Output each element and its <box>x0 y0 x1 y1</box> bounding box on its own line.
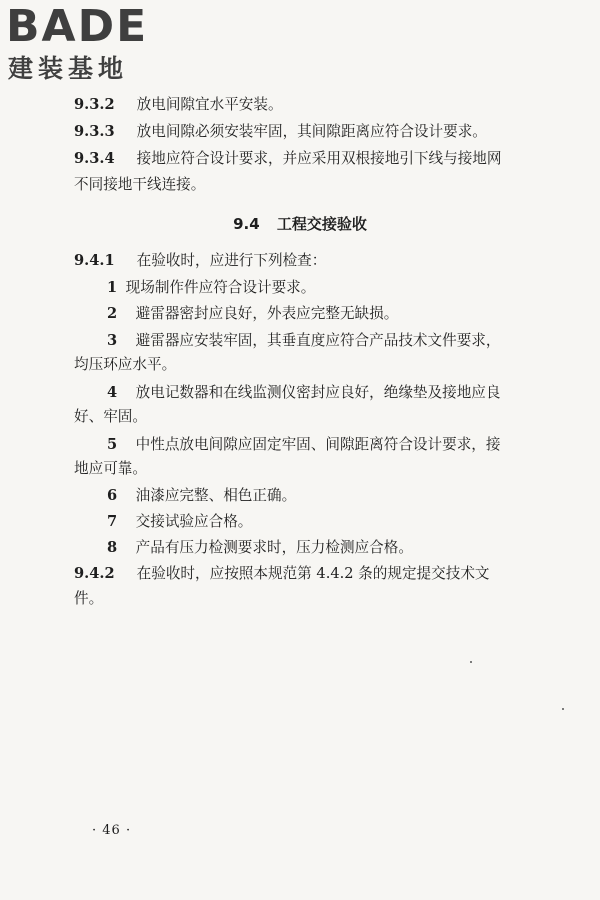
clause-text: 在验收时，应进行下列检查： <box>136 252 327 269</box>
item-text: 产品有压力检测要求时，压力检测应合格。 <box>135 539 413 556</box>
logo-wordmark: BADE <box>6 1 149 52</box>
section-heading <box>0 213 600 235</box>
clause-number: 9.3.4 <box>74 150 115 167</box>
section-number: 9.4 <box>233 215 260 233</box>
item-text: 油漆应完整、相色正确。 <box>135 487 297 504</box>
list-item <box>107 485 587 507</box>
clause-continuation: 不同接地干线连接。 <box>74 176 206 193</box>
item-number: 7 <box>107 513 118 530</box>
item-continuation: 地应可靠。 <box>74 460 147 477</box>
scan-speck <box>470 661 472 663</box>
item-text: 交接试验应合格。 <box>135 513 253 530</box>
scan-speck <box>562 708 564 710</box>
clause-number: 9.4.1 <box>74 252 115 269</box>
bade-logo <box>6 1 176 86</box>
logo-subtitle: 建装基地 <box>8 54 129 83</box>
list-item <box>107 330 587 352</box>
clause-continuation: 件。 <box>74 590 104 607</box>
clause-text: 在验收时，应按照本规范第 4.4.2 条的规定提交技术文 <box>136 565 490 582</box>
item-text: 避雷器应安装牢固，其垂直度应符合产品技术文件要求， <box>135 332 501 349</box>
clause-number: 9.3.3 <box>74 123 115 140</box>
item-number: 1 <box>107 279 118 296</box>
item-text: 中性点放电间隙应固定牢固、间隙距离符合设计要求，接 <box>135 436 501 453</box>
item-number: 4 <box>107 384 118 401</box>
item-number: 8 <box>107 539 118 556</box>
item-continuation: 均压环应水平。 <box>74 356 177 373</box>
item-continuation: 好、牢固。 <box>74 408 147 425</box>
list-item <box>107 434 587 456</box>
list-item <box>107 303 587 325</box>
item-number: 2 <box>107 305 118 322</box>
clause-9-3-2 <box>74 94 554 116</box>
list-item <box>107 277 587 299</box>
list-item <box>107 511 587 533</box>
clause-9-3-3 <box>74 121 554 143</box>
section-title: 工程交接验收 <box>276 215 367 233</box>
clause-9-3-4 <box>74 148 554 170</box>
list-item <box>107 537 587 559</box>
item-text: 现场制作件应符合设计要求。 <box>125 279 316 296</box>
clause-text: 放电间隙宜水平安装。 <box>136 96 283 113</box>
item-text: 放电记数器和在线监测仪密封应良好，绝缘垫及接地应良 <box>135 384 501 401</box>
page-number: · 46 · <box>92 823 132 838</box>
clause-number: 9.4.2 <box>74 565 115 582</box>
clause-text: 接地应符合设计要求，并应采用双根接地引下线与接地网 <box>136 150 502 167</box>
item-number: 5 <box>107 436 118 453</box>
item-number: 6 <box>107 487 118 504</box>
list-item <box>107 382 587 404</box>
clause-9-4-2 <box>74 563 554 585</box>
item-text: 避雷器密封应良好，外表应完整无缺损。 <box>135 305 399 322</box>
clause-text: 放电间隙必须安装牢固，其间隙距离应符合设计要求。 <box>136 123 487 140</box>
clause-number: 9.3.2 <box>74 96 115 113</box>
clause-9-4-1 <box>74 250 554 272</box>
item-number: 3 <box>107 332 118 349</box>
